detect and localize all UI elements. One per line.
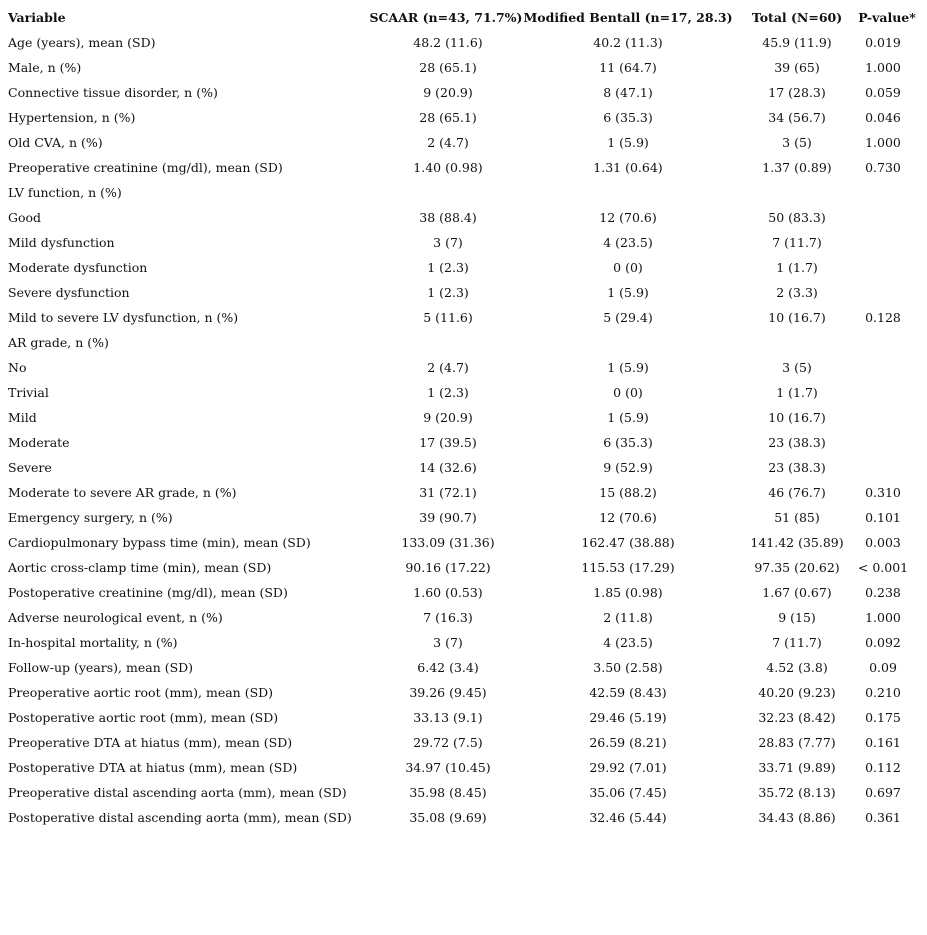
cell-scaar: 48.2 (11.6): [413, 35, 483, 50]
cell-modified-bentall: 1 (5.9): [607, 360, 649, 375]
cell-scaar: 2 (4.7): [427, 360, 469, 375]
table-row: [0, 280, 927, 305]
cell-scaar: 9 (20.9): [423, 85, 473, 100]
cell-variable: Aortic cross-clamp time (min), mean (SD): [8, 560, 272, 575]
cell-variable: Age (years), mean (SD): [8, 35, 156, 50]
cell-total: 10 (16.7): [768, 410, 826, 425]
cell-variable: Connective tissue disorder, n (%): [8, 85, 218, 100]
cell-modified-bentall: 4 (23.5): [603, 235, 653, 250]
cell-modified-bentall: 1.31 (0.64): [593, 160, 663, 175]
cell-modified-bentall: 0 (0): [613, 385, 643, 400]
cell-scaar: 133.09 (31.36): [401, 535, 495, 550]
header-p-value: P-value*: [858, 10, 916, 25]
cell-p-value: 0.092: [865, 635, 901, 650]
table-row: [0, 330, 927, 355]
cell-variable: Preoperative creatinine (mg/dl), mean (SD): [8, 160, 283, 175]
cell-variable: Old CVA, n (%): [8, 135, 103, 150]
cell-p-value: 0.09: [869, 660, 897, 675]
header-total: Total (N=60): [751, 10, 843, 25]
cell-modified-bentall: 2 (11.8): [603, 610, 653, 625]
header-scaar: SCAAR (n=43, 71.7%): [369, 10, 523, 25]
table-row: [0, 705, 927, 730]
cell-p-value: 1.000: [865, 135, 901, 150]
cell-total: 7 (11.7): [772, 235, 822, 250]
table-row: [0, 80, 927, 105]
cell-variable: Moderate to severe AR grade, n (%): [8, 485, 237, 500]
cell-total: 35.72 (8.13): [758, 785, 836, 800]
table-row: [0, 530, 927, 555]
cell-modified-bentall: 4 (23.5): [603, 635, 653, 650]
table-row: [0, 430, 927, 455]
table-row: [0, 780, 927, 805]
table-row: [0, 755, 927, 780]
cell-p-value: 0.161: [865, 735, 901, 750]
cell-scaar: 35.08 (9.69): [409, 810, 487, 825]
cell-scaar: 31 (72.1): [419, 485, 477, 500]
table-row: [0, 255, 927, 280]
cell-total: 50 (83.3): [768, 210, 826, 225]
cell-total: 45.9 (11.9): [762, 35, 832, 50]
cell-variable: In-hospital mortality, n (%): [8, 635, 178, 650]
cell-modified-bentall: 40.2 (11.3): [593, 35, 663, 50]
cell-total: 23 (38.3): [768, 460, 826, 475]
cell-total: 1 (1.7): [776, 385, 818, 400]
cell-scaar: 39 (90.7): [419, 510, 477, 525]
table-row: [0, 55, 927, 80]
table-row: [0, 380, 927, 405]
cell-total: 17 (28.3): [768, 85, 826, 100]
cell-scaar: 28 (65.1): [419, 110, 477, 125]
cell-variable: Postoperative aortic root (mm), mean (SD): [8, 710, 279, 725]
table-row: [0, 480, 927, 505]
header-modified-bentall: Modified Bentall (n=17, 28.3): [523, 10, 733, 25]
table-row: [0, 555, 927, 580]
cell-modified-bentall: 9 (52.9): [603, 460, 653, 475]
cell-total: 23 (38.3): [768, 435, 826, 450]
cell-modified-bentall: 15 (88.2): [599, 485, 657, 500]
cell-p-value: 0.210: [865, 685, 901, 700]
table-row: [0, 455, 927, 480]
table-row: [0, 680, 927, 705]
cell-variable: Mild to severe LV dysfunction, n (%): [8, 310, 239, 325]
cell-scaar: 17 (39.5): [419, 435, 477, 450]
cell-variable: Mild dysfunction: [8, 235, 115, 250]
cell-total: 141.42 (35.89): [750, 535, 844, 550]
cell-variable: Good: [8, 210, 42, 225]
table-row: [0, 180, 927, 205]
cell-p-value: 0.697: [865, 785, 901, 800]
cell-modified-bentall: 35.06 (7.45): [589, 785, 667, 800]
cell-total: 3 (5): [782, 135, 812, 150]
cell-variable: Adverse neurological event, n (%): [8, 610, 223, 625]
cell-p-value: 0.128: [865, 310, 901, 325]
cell-total: 1 (1.7): [776, 260, 818, 275]
cell-variable: Moderate: [8, 435, 70, 450]
cell-total: 2 (3.3): [776, 285, 818, 300]
cell-scaar: 6.42 (3.4): [417, 660, 479, 675]
cell-scaar: 29.72 (7.5): [413, 735, 483, 750]
cell-total: 28.83 (7.77): [758, 735, 836, 750]
cell-p-value: 0.003: [865, 535, 901, 550]
cell-total: 1.67 (0.67): [762, 585, 832, 600]
cell-variable: Follow-up (years), mean (SD): [8, 660, 194, 675]
cell-variable: LV function, n (%): [8, 185, 122, 200]
cell-modified-bentall: 12 (70.6): [599, 510, 657, 525]
cell-variable: Male, n (%): [8, 60, 82, 75]
cell-variable: Preoperative DTA at hiatus (mm), mean (SD): [8, 735, 293, 750]
cell-p-value: 1.000: [865, 610, 901, 625]
table-header-row: [0, 5, 927, 30]
cell-modified-bentall: 29.46 (5.19): [589, 710, 667, 725]
cell-scaar: 14 (32.6): [419, 460, 477, 475]
cell-scaar: 1.40 (0.98): [413, 160, 483, 175]
cell-modified-bentall: 3.50 (2.58): [593, 660, 663, 675]
cell-scaar: 35.98 (8.45): [409, 785, 487, 800]
cell-total: 39 (65): [774, 60, 820, 75]
cell-scaar: 28 (65.1): [419, 60, 477, 75]
table-row: [0, 730, 927, 755]
table-row: [0, 355, 927, 380]
cell-modified-bentall: 5 (29.4): [603, 310, 653, 325]
table-row: [0, 605, 927, 630]
cell-modified-bentall: 6 (35.3): [603, 110, 653, 125]
table-row: [0, 305, 927, 330]
table-row: [0, 230, 927, 255]
cell-p-value: 0.238: [865, 585, 901, 600]
cell-p-value: 0.019: [865, 35, 901, 50]
cell-modified-bentall: 1.85 (0.98): [593, 585, 663, 600]
cell-variable: AR grade, n (%): [8, 335, 109, 350]
cell-p-value: 0.046: [865, 110, 901, 125]
cell-scaar: 38 (88.4): [419, 210, 477, 225]
cell-total: 1.37 (0.89): [762, 160, 832, 175]
table-row: [0, 30, 927, 55]
cell-total: 51 (85): [774, 510, 820, 525]
cell-modified-bentall: 42.59 (8.43): [589, 685, 667, 700]
cell-variable: Severe: [8, 460, 52, 475]
cell-p-value: 0.175: [865, 710, 901, 725]
cell-modified-bentall: 12 (70.6): [599, 210, 657, 225]
cell-modified-bentall: 1 (5.9): [607, 410, 649, 425]
cell-variable: Moderate dysfunction: [8, 260, 148, 275]
cell-total: 97.35 (20.62): [754, 560, 840, 575]
table-row: [0, 405, 927, 430]
cell-modified-bentall: 26.59 (8.21): [589, 735, 667, 750]
cell-p-value: 0.361: [865, 810, 901, 825]
cell-p-value: 0.112: [865, 760, 901, 775]
cell-scaar: 1 (2.3): [427, 385, 469, 400]
cell-scaar: 5 (11.6): [423, 310, 473, 325]
cell-variable: Postoperative distal ascending aorta (mm), mean (SD): [8, 810, 352, 825]
cell-variable: Preoperative distal ascending aorta (mm), mean (SD): [8, 785, 347, 800]
table-row: [0, 655, 927, 680]
cell-total: 34.43 (8.86): [758, 810, 836, 825]
cell-modified-bentall: 115.53 (17.29): [581, 560, 675, 575]
cell-total: 10 (16.7): [768, 310, 826, 325]
cell-variable: Hypertension, n (%): [8, 110, 136, 125]
table-row: [0, 105, 927, 130]
cell-total: 32.23 (8.42): [758, 710, 836, 725]
cell-scaar: 3 (7): [433, 235, 463, 250]
header-variable: Variable: [8, 10, 66, 25]
cell-total: 33.71 (9.89): [758, 760, 836, 775]
table-row: [0, 130, 927, 155]
cell-total: 46 (76.7): [768, 485, 826, 500]
cell-total: 3 (5): [782, 360, 812, 375]
cell-variable: Preoperative aortic root (mm), mean (SD): [8, 685, 274, 700]
cell-variable: Cardiopulmonary bypass time (min), mean (SD): [8, 535, 311, 550]
cell-scaar: 1 (2.3): [427, 285, 469, 300]
cell-modified-bentall: 162.47 (38.88): [581, 535, 675, 550]
cell-total: 4.52 (3.8): [766, 660, 828, 675]
cell-p-value: 0.101: [865, 510, 901, 525]
cell-p-value: 0.730: [865, 160, 901, 175]
cell-p-value: 1.000: [865, 60, 901, 75]
comparison-table: [0, 5, 927, 830]
table-row: [0, 505, 927, 530]
cell-variable: Postoperative DTA at hiatus (mm), mean (SD): [8, 760, 298, 775]
cell-variable: Severe dysfunction: [8, 285, 130, 300]
cell-modified-bentall: 1 (5.9): [607, 135, 649, 150]
table-row: [0, 155, 927, 180]
cell-variable: Emergency surgery, n (%): [8, 510, 173, 525]
cell-scaar: 2 (4.7): [427, 135, 469, 150]
cell-modified-bentall: 0 (0): [613, 260, 643, 275]
cell-scaar: 34.97 (10.45): [405, 760, 491, 775]
cell-scaar: 9 (20.9): [423, 410, 473, 425]
cell-modified-bentall: 6 (35.3): [603, 435, 653, 450]
cell-p-value: < 0.001: [857, 560, 909, 575]
cell-scaar: 7 (16.3): [423, 610, 473, 625]
cell-total: 34 (56.7): [768, 110, 826, 125]
table-row: [0, 580, 927, 605]
cell-scaar: 1 (2.3): [427, 260, 469, 275]
cell-variable: Postoperative creatinine (mg/dl), mean (SD): [8, 585, 288, 600]
cell-p-value: 0.310: [865, 485, 901, 500]
cell-modified-bentall: 8 (47.1): [603, 85, 653, 100]
cell-variable: Trivial: [8, 385, 49, 400]
cell-modified-bentall: 1 (5.9): [607, 285, 649, 300]
cell-scaar: 90.16 (17.22): [405, 560, 491, 575]
cell-scaar: 33.13 (9.1): [413, 710, 483, 725]
table-row: [0, 205, 927, 230]
cell-scaar: 1.60 (0.53): [413, 585, 483, 600]
cell-modified-bentall: 32.46 (5.44): [589, 810, 667, 825]
cell-total: 40.20 (9.23): [758, 685, 836, 700]
cell-modified-bentall: 11 (64.7): [599, 60, 657, 75]
table-row: [0, 805, 927, 830]
cell-scaar: 3 (7): [433, 635, 463, 650]
cell-modified-bentall: 29.92 (7.01): [589, 760, 667, 775]
cell-variable: Mild: [8, 410, 37, 425]
cell-total: 7 (11.7): [772, 635, 822, 650]
cell-variable: No: [8, 360, 27, 375]
cell-total: 9 (15): [778, 610, 816, 625]
cell-scaar: 39.26 (9.45): [409, 685, 487, 700]
table-row: [0, 630, 927, 655]
cell-p-value: 0.059: [865, 85, 901, 100]
